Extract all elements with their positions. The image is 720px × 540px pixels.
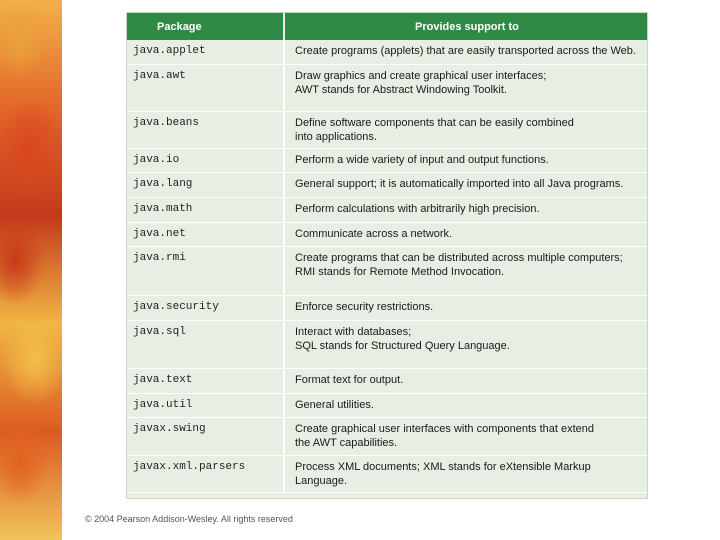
table-row — [127, 148, 647, 172]
package-name-cell: java.awt — [127, 64, 284, 111]
copyright-notice: © 2004 Pearson Addison-Wesley. All rights reserved — [85, 514, 293, 524]
table-row — [127, 417, 647, 455]
table-row — [127, 393, 647, 417]
package-name-cell: java.sql — [127, 320, 284, 368]
header-package: Package — [127, 13, 284, 40]
package-name-cell: java.applet — [127, 40, 284, 64]
table-header-row — [127, 13, 647, 40]
java-packages-table-container — [126, 12, 648, 499]
package-name-cell: java.security — [127, 295, 284, 320]
autumn-leaves-decoration — [0, 0, 62, 540]
table-row — [127, 40, 647, 64]
package-description-cell: Draw graphics and create graphical user interfaces; AWT stands for Abstract Windowing Toolkit. — [284, 64, 647, 111]
package-description-cell: Define software components that can be easily combined into applications. — [284, 111, 647, 148]
table-row — [127, 197, 647, 222]
package-description-cell: General support; it is automatically imported into all Java programs. — [284, 172, 647, 197]
table-row — [127, 320, 647, 368]
package-description-cell: Interact with databases; SQL stands for Structured Query Language. — [284, 320, 647, 368]
package-name-cell: javax.swing — [127, 417, 284, 455]
package-description-cell: Enforce security restrictions. — [284, 295, 647, 320]
package-name-cell: javax.xml.parsers — [127, 455, 284, 492]
package-name-cell: java.rmi — [127, 246, 284, 295]
table-row — [127, 246, 647, 295]
package-description-cell: Create programs that can be distributed across multiple computers; RMI stands for Remote Method Invocation. — [284, 246, 647, 295]
header-provides-support-to: Provides support to — [284, 13, 647, 40]
package-name-cell: java.beans — [127, 111, 284, 148]
table-row — [127, 222, 647, 246]
package-description-cell: Perform a wide variety of input and output functions. — [284, 148, 647, 172]
package-description-cell: Create programs (applets) that are easily transported across the Web. — [284, 40, 647, 64]
package-description-cell: Perform calculations with arbitrarily high precision. — [284, 197, 647, 222]
package-description-cell: General utilities. — [284, 393, 647, 417]
table-body — [127, 40, 647, 492]
package-name-cell: java.math — [127, 197, 284, 222]
package-name-cell: java.io — [127, 148, 284, 172]
table-row — [127, 64, 647, 111]
package-description-cell: Communicate across a network. — [284, 222, 647, 246]
package-name-cell: java.lang — [127, 172, 284, 197]
package-name-cell: java.net — [127, 222, 284, 246]
package-description-cell: Process XML documents; XML stands for eXtensible Markup Language. — [284, 455, 647, 492]
table-row — [127, 368, 647, 393]
package-name-cell: java.text — [127, 368, 284, 393]
java-packages-table — [127, 13, 647, 493]
package-name-cell: java.util — [127, 393, 284, 417]
table-row — [127, 111, 647, 148]
table-row — [127, 455, 647, 492]
package-description-cell: Format text for output. — [284, 368, 647, 393]
table-row — [127, 295, 647, 320]
package-description-cell: Create graphical user interfaces with components that extend the AWT capabilities. — [284, 417, 647, 455]
table-row — [127, 172, 647, 197]
